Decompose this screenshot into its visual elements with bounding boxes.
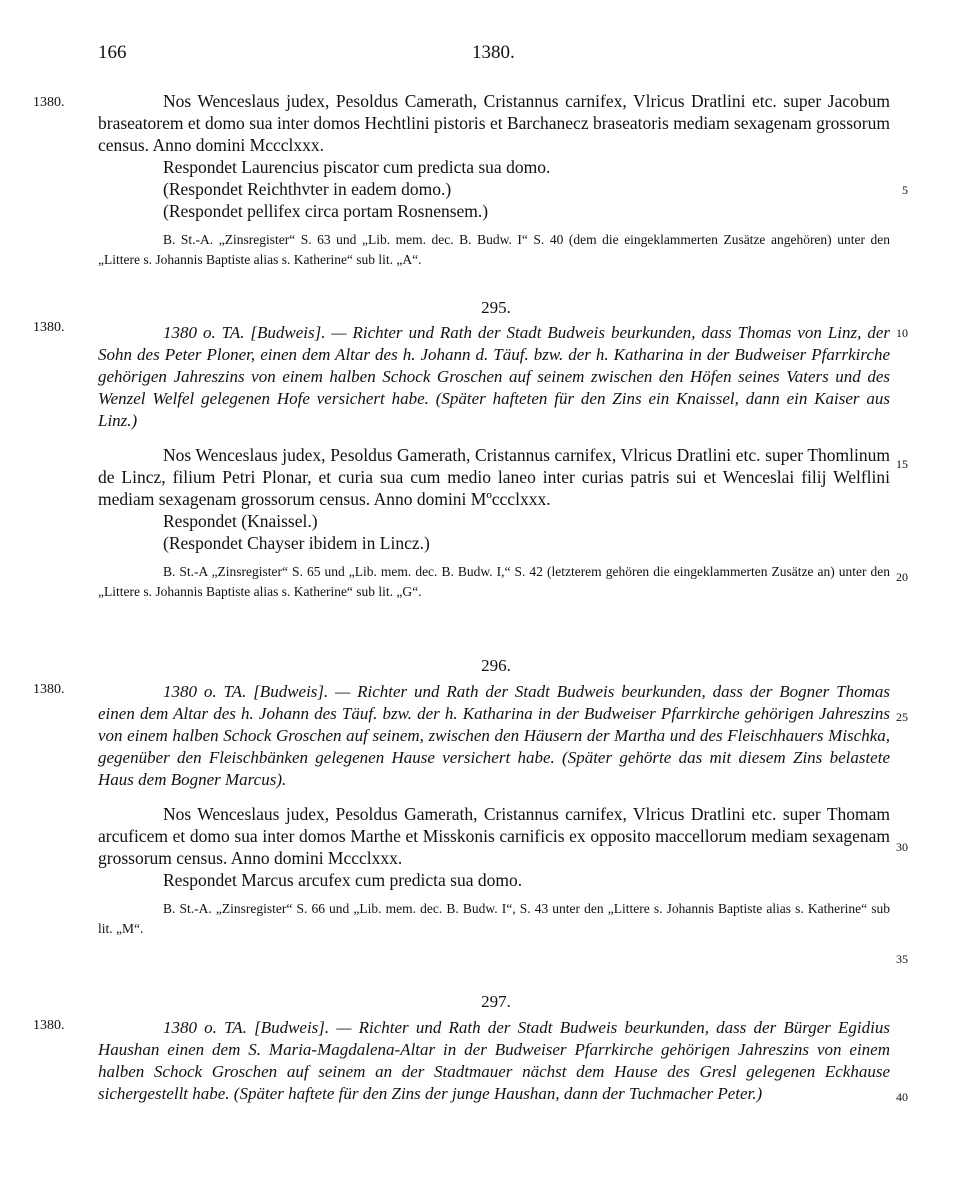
source-note: B. St.-A. „Zinsregister“ S. 66 und „Lib. mem. dec. B. Budw. I“, S. 43 unter den „Littere s. Johannis Baptiste alias s. Katherine“ sub lit. „M“. (98, 901, 890, 936)
regest: 1380 o. TA. [Budweis]. — Richter und Rath der Stadt Budweis beurkunden, dass Thomas von Linz, der Sohn des Peter Ploner, einen dem Altar des h. Johann d. Täuf. bzw. der h. Katharina in der Budweiser Pfarrkirche gehörigen Jahreszins von einem halben Schock Groschen auf seinem zwischen den Höfen seines Vaters und des Wenzel Welfel gelegenen Hofe versichert habe. (Später hafteten für den Zins ein Knaissel, dann ein Kaiser aus Linz.) (98, 323, 890, 430)
regest: 1380 o. TA. [Budweis]. — Richter und Rath der Stadt Budweis beurkunden, dass der Bürger Egidius Haushan einen dem S. Maria-Magdalena-Altar in der Budweiser Pfarrkirche gehörigen Jahreszins von einem halben Schock Groschen auf seinem an der Stadtmauer nächst dem Hause des Gresl gelegenen Eckhause sichergestellt habe. (Später haftete für den Zins der junge Haushan, dann der Tuchmacher Peter.) (98, 1018, 890, 1103)
entry-number: 297. (481, 992, 511, 1011)
line-number: 40 (896, 1090, 908, 1104)
respondet-line: (Respondet pellifex circa portam Rosnensem.) (163, 201, 489, 221)
source-note: B. St.-A. „Zinsregister“ S. 63 und „Lib. mem. dec. B. Budw. I“ S. 40 (dem die eingeklammerten Zusätze angehören) unter den „Littere s. Johannis Baptiste alias s. Katherine“ sub lit. „A“. (98, 232, 890, 267)
charter-text: Nos Wenceslaus judex, Pesoldus Gamerath, Cristannus carnifex, Vlricus Dratlini etc. super Thomlinum de Lincz, filium Petri Plonar, et curia sua cum medio laneo inter curias patris sui et Wenceslai filij Welflini mediam sexagenam grossorum census. Anno domini Mºccclxxx. (98, 445, 890, 509)
margin-year: 1380. (33, 682, 65, 697)
line-number: 30 (896, 840, 908, 854)
entry-number: 295. (481, 298, 511, 317)
intro-entry (98, 90, 890, 270)
entry-number: 296. (481, 656, 511, 675)
page-number: 166 (98, 42, 127, 63)
margin-year: 1380. (33, 320, 65, 335)
entry-296 (98, 681, 890, 939)
respondet-line: Respondet (Knaissel.) (163, 511, 318, 531)
respondet-line: (Respondet Reichthvter in eadem domo.) (163, 179, 452, 199)
respondet-line: (Respondet Chayser ibidem in Lincz.) (163, 533, 430, 553)
margin-year: 1380. (33, 1018, 65, 1033)
line-number: 20 (896, 570, 908, 584)
source-note: B. St.-A „Zinsregister“ S. 65 und „Lib. mem. dec. B. Budw. I,“ S. 42 (letzterem gehören die eingeklammerten Zusätze an) unter den „Littere s. Johannis Baptiste alias s. Katherine“ sub lit. „G“. (98, 564, 890, 599)
line-number: 5 (902, 183, 908, 197)
line-number: 10 (896, 326, 908, 340)
respondet-line: Respondet Laurencius piscator cum predicta sua domo. (163, 157, 551, 177)
regest: 1380 o. TA. [Budweis]. — Richter und Rath der Stadt Budweis beurkunden, dass der Bogner Thomas einen dem Altar des h. Johann des Täuf. bzw. der h. Katharina in der Budweiser Pfarrkirche gehörigen Jahreszins von einem halben Schock Groschen auf seinem, zwischen den Häusern der Martha und des Fleischhauers Mischka, gegenüber den Fleischbänken gelegenen Hause versichert habe. (Später gehörte das mit diesem Zins belastete Haus dem Bogner Marcus). (98, 682, 890, 789)
charter-text: Nos Wenceslaus judex, Pesoldus Camerath, Cristannus carnifex, Vlricus Dratlini etc. super Jacobum braseatorem et domo sua inter domos Hechtlini pistoris et Barchanecz braseatoris mediam sexagenam grossorum census. Anno domini Mccclxxx. (98, 91, 890, 155)
entry-297 (98, 1017, 890, 1105)
line-number: 15 (896, 457, 908, 471)
respondet-line: Respondet Marcus arcufex cum predicta sua domo. (163, 870, 523, 890)
line-number: 25 (896, 710, 908, 724)
charter-text: Nos Wenceslaus judex, Pesoldus Gamerath, Cristannus carnifex, Vlricus Dratlini etc. super Thomam arcuficem et domo sua inter domos Marthe et Misskonis carnificis ex opposito maccellorum mediam sexagenam grossorum census. Anno domini Mccclxxx. (98, 804, 890, 868)
margin-year: 1380. (33, 95, 65, 110)
entry-295 (98, 322, 890, 602)
line-number: 35 (896, 952, 908, 966)
running-title: 1380. (472, 42, 515, 63)
